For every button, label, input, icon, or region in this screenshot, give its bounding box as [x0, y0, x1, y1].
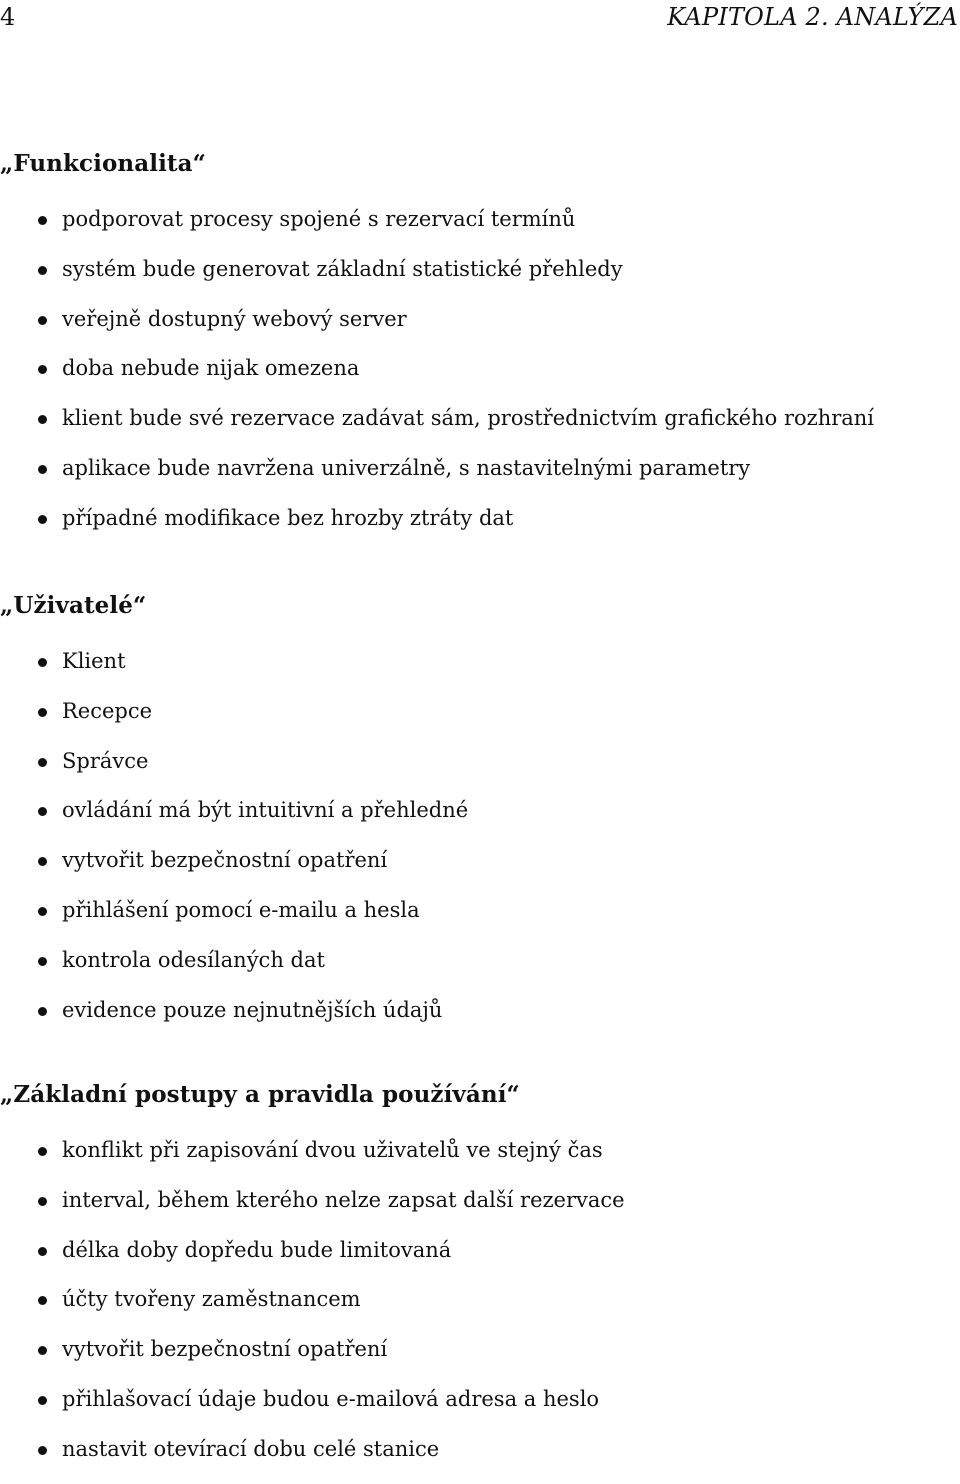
- bullet-icon: [38, 857, 47, 866]
- list-item: interval, během kterého nelze zapsat další rezervace: [0, 1185, 960, 1235]
- list-item: případné modifikace bez hrozby ztráty dat: [0, 503, 960, 553]
- bullet-icon: [38, 1396, 47, 1405]
- bullet-icon: [38, 758, 47, 767]
- list-item: přihlášení pomocí e-mailu a hesla: [0, 895, 960, 945]
- bullet-list: [0, 1135, 960, 1484]
- bullet-icon: [38, 216, 47, 225]
- section-uzivatele: [0, 591, 960, 1044]
- list-item: délka doby dopředu bude limitovaná: [0, 1235, 960, 1285]
- section-heading: „Funkcionalita“: [0, 150, 206, 177]
- bullet-icon: [38, 1296, 47, 1305]
- list-item: nastavit otevírací dobu celé stanice: [0, 1434, 960, 1484]
- bullet-list: [0, 204, 960, 553]
- list-item: klient bude své rezervace zadávat sám, prostřednictvím grafického rozhraní: [0, 403, 960, 453]
- list-item: vytvořit bezpečnostní opatření: [0, 1334, 960, 1384]
- bullet-icon: [38, 957, 47, 966]
- bullet-icon: [38, 1346, 47, 1355]
- list-item: ovládání má být intuitivní a přehledné: [0, 795, 960, 845]
- bullet-icon: [38, 1247, 47, 1256]
- bullet-icon: [38, 1446, 47, 1455]
- section-heading: „Uživatelé“: [0, 592, 147, 619]
- list-item: evidence pouze nejnutnějších údajů: [0, 995, 960, 1045]
- list-item: vytvořit bezpečnostní opatření: [0, 845, 960, 895]
- list-item: podporovat procesy spojené s rezervací termínů: [0, 204, 960, 254]
- list-item: veřejně dostupný webový server: [0, 304, 960, 354]
- bullet-icon: [38, 415, 47, 424]
- list-item: účty tvořeny zaměstnancem: [0, 1284, 960, 1334]
- list-item: Recepce: [0, 696, 960, 746]
- bullet-icon: [38, 708, 47, 717]
- page-number: 4: [0, 3, 16, 31]
- bullet-icon: [38, 365, 47, 374]
- list-item: aplikace bude navržena univerzálně, s nastavitelnými parametry: [0, 453, 960, 503]
- bullet-icon: [38, 658, 47, 667]
- bullet-icon: [38, 266, 47, 275]
- bullet-icon: [38, 1007, 47, 1016]
- bullet-icon: [38, 1197, 47, 1206]
- list-item: Správce: [0, 746, 960, 796]
- bullet-icon: [38, 515, 47, 524]
- bullet-list: [0, 646, 960, 1044]
- list-item: doba nebude nijak omezena: [0, 353, 960, 403]
- section-heading: „Základní postupy a pravidla používání“: [0, 1081, 520, 1108]
- list-item: kontrola odesílaných dat: [0, 945, 960, 995]
- bullet-icon: [38, 1147, 47, 1156]
- section-funkcionalita: [0, 149, 960, 553]
- bullet-icon: [38, 465, 47, 474]
- list-item: přihlašovací údaje budou e-mailová adresa a heslo: [0, 1384, 960, 1434]
- chapter-title: KAPITOLA 2. ANALÝZA: [667, 3, 958, 31]
- bullet-icon: [38, 807, 47, 816]
- section-zakladni-postupy: [0, 1080, 960, 1484]
- list-item: systém bude generovat základní statistické přehledy: [0, 254, 960, 304]
- list-item: konflikt při zapisování dvou uživatelů ve stejný čas: [0, 1135, 960, 1185]
- running-header: [0, 2, 960, 32]
- bullet-icon: [38, 907, 47, 916]
- list-item: Klient: [0, 646, 960, 696]
- bullet-icon: [38, 316, 47, 325]
